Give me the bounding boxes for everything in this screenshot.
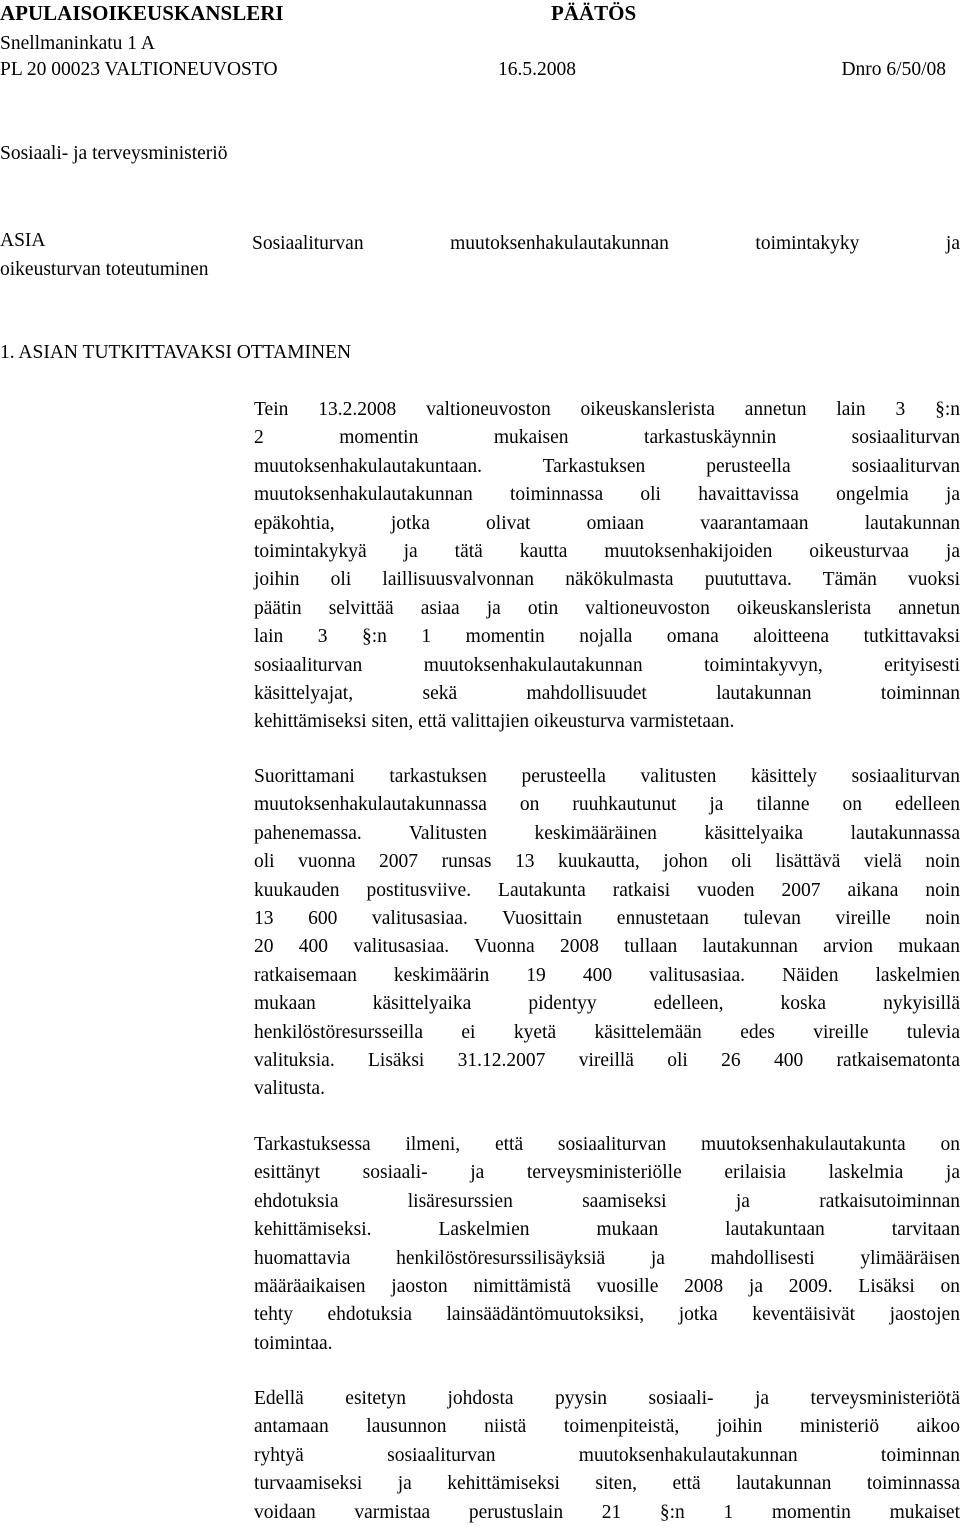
paragraph-line: kuukauden postitusviive. Lautakunta ratkaisi vuoden 2007 aikana noin: [254, 879, 960, 901]
paragraph-line: henkilöstöresursseilla ei kyetä käsittelemään edes vireille tulevia: [254, 1021, 960, 1043]
document-type: PÄÄTÖS: [551, 1, 637, 25]
paragraph-line: muutoksenhakulautakuntaan. Tarkastuksen perusteella sosiaaliturvan: [254, 455, 960, 477]
paragraph-line: kehittämiseksi siten, että valittajien oikeusturva varmistetaan.: [254, 711, 735, 733]
paragraph-line: Suorittamani tarkastuksen perusteella valitusten käsittely sosiaaliturvan: [254, 766, 960, 787]
paragraph-line: mukaan käsittelyaika pidentyy edelleen, koska nykyisillä: [254, 993, 960, 1015]
paragraph-line: kehittämiseksi. Laskelmien mukaan lautakuntaan tarvitaan: [254, 1219, 960, 1241]
sender-name: APULAISOIKEUSKANSLERI: [0, 1, 284, 25]
paragraph-line: joihin oli laillisuusvalvonnan näkökulmasta puututtava. Tämän vuoksi: [254, 569, 960, 591]
paragraph-line: käsittelyajat, sekä mahdollisuudet lautakunnan toiminnan: [254, 682, 960, 704]
paragraph-line: esittänyt sosiaali- ja terveysministeriölle erilaisia laskelmia ja: [254, 1162, 960, 1184]
paragraph-line: oli vuonna 2007 runsas 13 kuukautta, johon oli lisättävä vielä noin: [254, 851, 960, 873]
body-paragraph-3: [254, 1131, 960, 1358]
address-line-2: PL 20 00023 VALTIONEUVOSTO: [0, 59, 278, 80]
body-paragraph-4: [254, 1385, 960, 1527]
paragraph-line: päätin selvittää asiaa ja otin valtioneuvoston oikeuskanslerista annetun: [254, 597, 960, 619]
paragraph-line: valitusta.: [254, 1078, 325, 1100]
paragraph-line: muutoksenhakulautakunnassa on ruuhkautunut ja tilanne on edelleen: [254, 794, 960, 816]
document-number: Dnro 6/50/08: [841, 59, 946, 80]
paragraph-line: ratkaisemaan keskimäärin 19 400 valitusasiaa. Näiden laskelmien: [254, 964, 960, 986]
body-paragraph-2: [254, 763, 960, 1104]
address-line-1: Snellmaninkatu 1 A: [0, 33, 155, 54]
paragraph-line: voidaan varmistaa perustuslain 21 §:n 1 momentin mukaiset: [254, 1501, 960, 1523]
paragraph-line: pahenemassa. Valitusten keskimääräinen käsittelyaika lautakunnassa: [254, 822, 960, 844]
paragraph-line: määräaikaisen jaoston nimittämistä vuosille 2008 ja 2009. Lisäksi on: [254, 1275, 960, 1297]
body-paragraph-1: [254, 396, 960, 737]
paragraph-line: muutoksenhakulautakunnan toiminnassa oli havaittavissa ongelmia ja: [254, 484, 960, 506]
paragraph-line: tehty ehdotuksia lainsäädäntömuutoksiksi, jotka keventäisivät jaostojen: [254, 1304, 960, 1326]
paragraph-line: epäkohtia, jotka olivat omiaan vaarantamaan lautakunnan: [254, 512, 960, 534]
paragraph-line: ryhtyä sosiaaliturvan muutoksenhakulautakunnan toiminnan: [254, 1444, 960, 1466]
paragraph-line: valituksia. Lisäksi 31.12.2007 vireillä oli 26 400 ratkaisematonta: [254, 1049, 960, 1071]
paragraph-line: ehdotuksia lisäresurssien saamiseksi ja ratkaisutoiminnan: [254, 1190, 960, 1212]
paragraph-line: toimintaa.: [254, 1332, 333, 1354]
paragraph-line: 13 600 valitusasiaa. Vuosittain ennustetaan tulevan vireille noin: [254, 907, 960, 929]
paragraph-line: huomattavia henkilöstöresurssilisäyksiä ja mahdollisesti ylimääräisen: [254, 1247, 960, 1269]
subject-label: ASIA: [0, 230, 46, 251]
paragraph-line: Tarkastuksessa ilmeni, että sosiaaliturvan muutoksenhakulautakunta on: [254, 1134, 960, 1155]
section-heading: 1. ASIAN TUTKITTAVAKSI OTTAMINEN: [0, 342, 352, 363]
paragraph-line: lain 3 §:n 1 momentin nojalla omana aloitteena tutkittavaksi: [254, 626, 960, 648]
document-date: 16.5.2008: [498, 59, 576, 80]
paragraph-line: toimintakykyä ja tätä kautta muutoksenhakijoiden oikeusturvaa ja: [254, 540, 960, 562]
paragraph-line: antamaan lausunnon niistä toimenpiteistä, joihin ministeriö aikoo: [254, 1416, 960, 1438]
paragraph-line: 20 400 valitusasiaa. Vuonna 2008 tullaan lautakunnan arvion mukaan: [254, 936, 960, 958]
paragraph-line: Edellä esitetyn johdosta pyysin sosiaali- ja terveysministeriötä: [254, 1388, 960, 1409]
recipient: Sosiaali- ja terveysministeriö: [0, 143, 228, 164]
paragraph-line: turvaamiseksi ja kehittämiseksi siten, että lautakunnan toiminnassa: [254, 1473, 960, 1495]
subject-title-line-2: oikeusturvan toteutuminen: [0, 259, 209, 280]
paragraph-line: Tein 13.2.2008 valtioneuvoston oikeuskanslerista annetun lain 3 §:n: [254, 399, 960, 420]
paragraph-line: 2 momentin mukaisen tarkastuskäynnin sosiaaliturvan: [254, 427, 960, 449]
paragraph-line: sosiaaliturvan muutoksenhakulautakunnan toimintakyvyn, erityisesti: [254, 654, 960, 676]
subject-title-line-1: Sosiaaliturvan muutoksenhakulautakunnan toimintakyky ja: [252, 233, 960, 254]
